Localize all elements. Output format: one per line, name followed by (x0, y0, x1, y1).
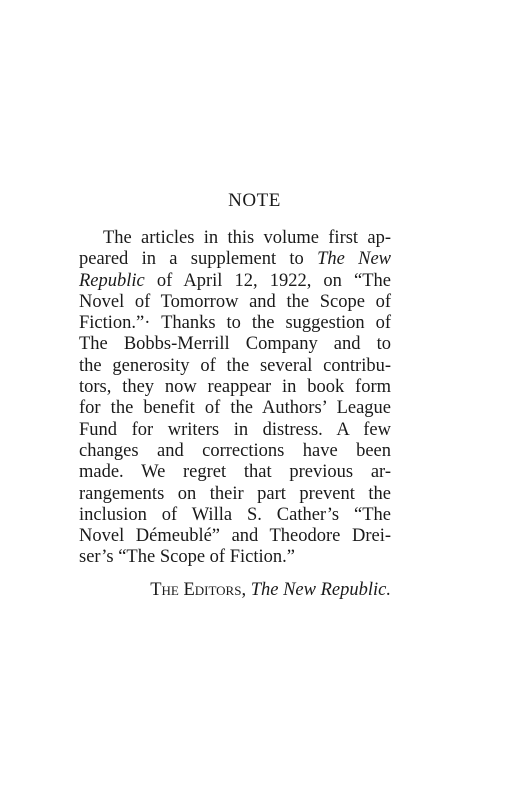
text-line: Fiction.”· Thanks to the suggestion of (79, 313, 391, 334)
italic-title: The New (317, 249, 391, 270)
signature-name: The Editors, (150, 580, 247, 600)
text-line: made. We regret that previous ar- (79, 462, 391, 483)
text-fragment: of April 12, 1922, on “The (144, 270, 391, 291)
text-line: rangements on their part prevent the (79, 483, 391, 504)
text-line (79, 249, 391, 270)
note-paragraph (79, 228, 391, 569)
page-heading: NOTE (228, 190, 281, 211)
text-line: Novel of Tomorrow and the Scope of (79, 291, 391, 312)
text-line: ser’s “The Scope of Fiction.” (79, 547, 295, 568)
text-line: Fund for writers in distress. A few (79, 419, 391, 440)
signature-publication: The New Republic. (250, 580, 391, 600)
text-line: for the benefit of the Authors’ League (79, 398, 391, 419)
text-line: the generosity of the several contribu- (79, 355, 391, 376)
editors-signature (79, 580, 391, 601)
italic-title: Republic (79, 270, 145, 291)
text-line: changes and corrections have been (79, 440, 391, 461)
text-line: tors, they now reappear in book form (79, 377, 391, 398)
text-line: The Bobbs-Merrill Company and to (79, 334, 391, 355)
text-line: Novel Démeublé” and Theodore Drei- (79, 526, 391, 547)
text-line: The articles in this volume first ap- (103, 228, 391, 248)
text-line (79, 271, 391, 292)
text-line: inclusion of Willa S. Cather’s “The (79, 504, 391, 525)
text-fragment: peared in a supplement to (79, 249, 318, 270)
